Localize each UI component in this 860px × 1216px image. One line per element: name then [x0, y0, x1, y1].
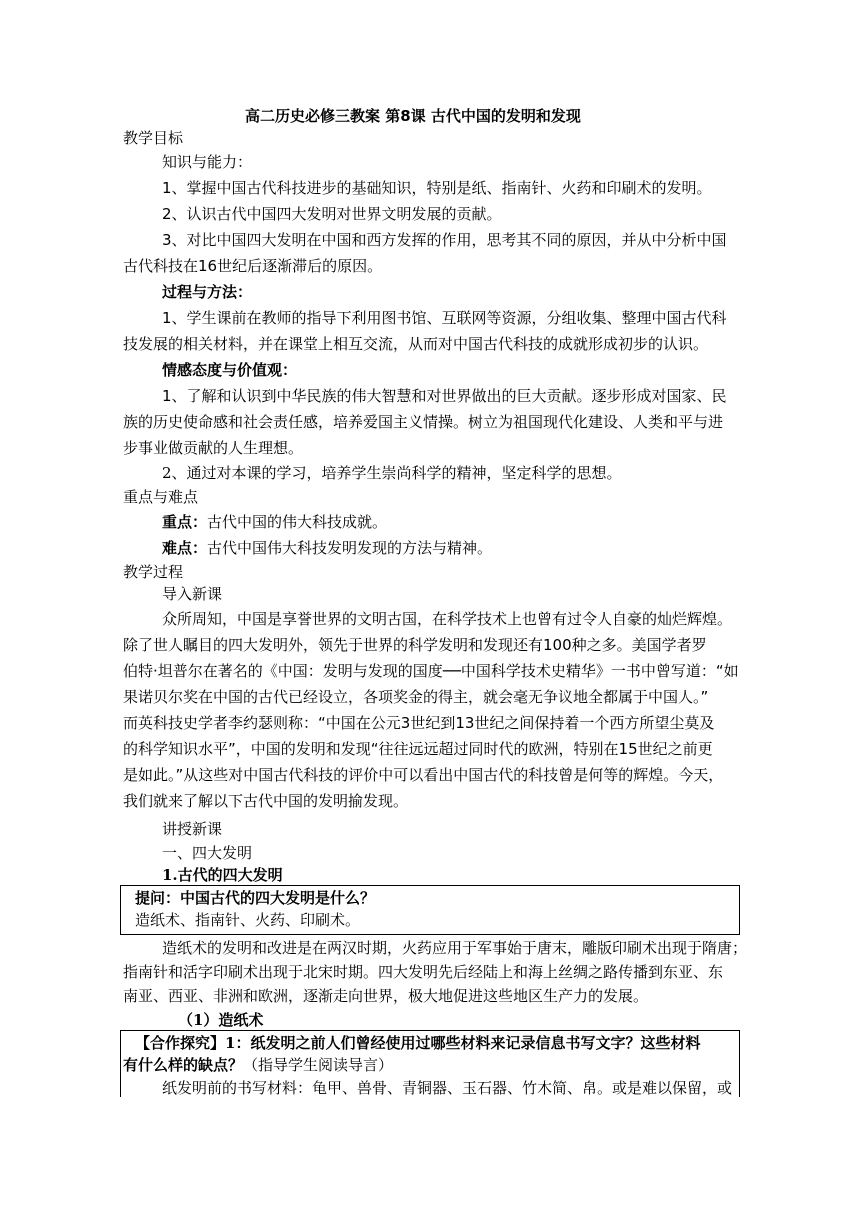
knowledge-item-2: 2、认识古代中国四大发明对世界文明发展的贡献。	[162, 205, 502, 223]
intro-line-3: 伯特·坦普尔在著名的《中国：发明与发现的国度──中国科学技术史精华》一书中曾写道：“如	[123, 662, 739, 680]
knowledge-item-3-line-1: 3、对比中国四大发明在中国和西方发挥的作用，思考其不同的原因，并从中分析中国	[162, 231, 727, 249]
knowledge-item-3-line-2: 古代科技在16世纪后逐渐滞后的原因。	[123, 257, 383, 275]
intro-line-2: 除了世人瞩目的四大发明外，领先于世界的科学发明和发现还有100种之多。美国学者罗	[123, 636, 707, 654]
emotion-item-1-line-1: 1、了解和认识到中华民族的伟大智慧和对世界做出的巨大贡献。逐步形成对国家、民	[162, 387, 727, 405]
key-point	[162, 512, 387, 532]
intro-line-5: 而英科技史学者李约瑟则称：“中国在公元3世纪到13世纪之间保持着一个西方所望尘莫及	[123, 714, 715, 732]
intro-line-8: 我们就来了解以下古代中国的发明揄发现。	[123, 792, 409, 810]
intro-line-1: 众所周知，中国是享誉世界的文明古国，在科学技术上也曾有过令人自豪的灿烂辉煌。	[162, 610, 733, 628]
process-method-heading: 过程与方法：	[162, 283, 253, 301]
difficult-point-label: 难点：	[162, 539, 208, 557]
question-text: 提问：中国古代的四大发明是什么？	[135, 889, 376, 907]
intro-heading: 导入新课	[162, 585, 223, 603]
key-point-label: 重点：	[162, 513, 208, 531]
new-lesson-heading: 讲授新课	[162, 820, 223, 838]
teaching-process-heading: 教学过程	[123, 563, 184, 581]
intro-line-4: 果诺贝尔奖在中国的古代已经设立，各项奖金的得主，就会毫无争议地全都属于中国人。”	[123, 688, 709, 706]
emotion-item-1-line-3: 步事业做贡献的人生理想。	[123, 439, 304, 457]
focus-heading: 重点与难点	[123, 488, 199, 506]
intro-line-7: 是如此。”从这些对中国古代科技的评价中可以看出中国古代的科技曾是何等的辉煌。今天，	[123, 766, 724, 784]
difficult-point	[162, 538, 492, 558]
objectives-heading: 教学目标	[123, 129, 184, 147]
process-item-1-line-2: 技发展的相关材料，并在课堂上相互交流，从而对中国古代科技的成就形成初步的认识。	[123, 335, 709, 353]
subsection-papermaking: （1）造纸术	[178, 1011, 264, 1029]
difficult-point-text: 古代中国伟大科技发明发现的方法与精神。	[207, 539, 493, 557]
cooperation-hint: （指导学生阅读导言）	[243, 1056, 394, 1074]
paragraph-line-3: 南亚、西亚、非洲和欧洲，逐渐走向世界，极大地促进这些地区生产力的发展。	[123, 987, 649, 1005]
intro-line-6: 的科学知识水平”，中国的发明和发现“往往远远超过同时代的欧洲，特别在15世纪之前更	[123, 740, 713, 758]
emotion-item-1-line-2: 族的历史使命感和社会责任感，培养爱国主义情操。树立为祖国现代化建设、人类和平与进	[123, 413, 724, 431]
knowledge-heading: 知识与能力：	[162, 153, 253, 171]
knowledge-item-1: 1、掌握中国古代科技进步的基础知识，特别是纸、指南针、火药和印刷术的发明。	[162, 179, 712, 197]
cooperation-question-text: 有什么样的缺点？	[123, 1056, 244, 1074]
process-item-1-line-1: 1、学生课前在教师的指导下利用图书馆、互联网等资源，分组收集、整理中国古代科	[162, 309, 727, 327]
paragraph-line-2: 指南针和活字印刷术出现于北宋时期。四大发明先后经陆上和海上丝绸之路传播到东亚、东	[123, 963, 724, 981]
key-point-text: 古代中国的伟大科技成就。	[207, 513, 388, 531]
cooperation-answer-line-1: 纸发明前的书写材料：龟甲、兽骨、青铜器、玉石器、竹木简、帛。或是难以保留，或	[162, 1079, 733, 1097]
emotion-heading: 情感态度与价值观：	[162, 361, 298, 379]
subsection-ancient-inventions: 1.古代的四大发明	[162, 866, 283, 884]
page-title: 高二历史必修三教案 第8课 古代中国的发明和发现	[245, 107, 581, 125]
emotion-item-2: 2、通过对本课的学习，培养学生崇尚科学的精神，坚定科学的思想。	[162, 464, 622, 482]
question-answer: 造纸术、指南针、火药、印刷术。	[135, 911, 361, 929]
cooperation-question-line-2	[123, 1055, 393, 1075]
cooperation-question-line-1: 【合作探究】1：纸发明之前人们曾经使用过哪些材料来记录信息书写文字？这些材料	[135, 1034, 701, 1052]
paragraph-line-1: 造纸术的发明和改进是在两汉时期，火药应用于军事始于唐末，雕版印刷术出现于隋唐；	[162, 939, 748, 957]
section-four-inventions: 一、四大发明	[162, 844, 253, 862]
